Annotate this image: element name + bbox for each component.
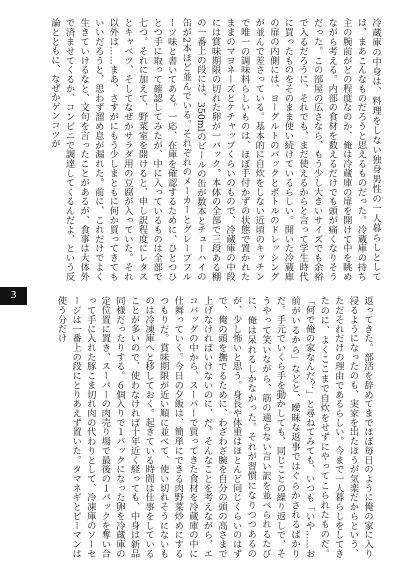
body-text-upper: 冷蔵庫の中身は、料理をしない独身男性の一人暮らしとしては、まあこんなものだろうと思えるものだった。冷蔵庫の持ち主の腕前がどの程度なのか、俺は冷蔵庫の扉を開けて中を眺めながら考える。内部の食材を数えるだけでも頭が痛くなりそうだった。この部屋の広さなら、もう少し大きいサイズでも余裕で入るだろうに、それでも、まだ使えるからと言って学生時代に買ったものをそのまま使い続けているらしい。開いた冷蔵庫の扉の内側には、ヨーグルトのパックとボトルのドレッシングが並んで差さっている。基本的に自炊をしない近頃のキッチンで唯一の調味料らしいものは、ほぼ手付かずの状態で置かれたままのマヨネーズとケチャップくらいのもので、冷蔵庫の中段には賞味期限の切れた卵が一パック。本体の全部で三段ある棚の一番上の段には、350mlのビールの缶が数本とチューハイの缶が2本ほど並んでいる。それぞれのメーカーとグレープフルーツ味と書いてある。一応、在庫を確認するために、ひとつひとつ手に取って確認してみたが、中に入っているものは全部で七つ。それに加えて、野菜室を開けると、申し訳程度にレタスとキャベツ、そしてなぜかサラダ用の豆腐が入っていた。それ以外は……まあ、さすがにもう少しまともに何か買ってきてもいいだろうと、思わず溜め息が漏れた。前に、これだけでよく生きていけるなと、文句を言ったことがあるが、食事は大体外で済ませてくるか、コンビニで調達してくるんだよ、という反論とともに、なぜかゲンコツが <box>48 18 381 281</box>
page-number-tab <box>0 287 27 305</box>
page-number: 3 <box>10 290 17 301</box>
body-text-lower: 返ってきた。部活を辞めてまでほぼ毎日のように俺の家に入り浸るようになったのも、実家を出たほうが気楽だからという、ただそれだけの理由であるらしい。今まで一人暮らしをしてきたのに、よくここまで自炊をせずにやってこられたものだ。「何で俺の家なんだ？」と尋ねてみても、いつも「いや……お前がいるから」などと、曖昧な返事ではぐらかされるばかりだ。手元でいくら手を動かしても、同じことの繰り返しで、そうやって笑いながら、筋の通らない言い訳を並べられるたびに、俺は呆れるしかなかった。それが習慣になりつつあるのが、少し怖いと思う。身長や体重はほとんど同じくらいのはずで、俺の頭を撫でるために、わざわざ腕を自分の頭の高さまで上げなければいけないのに、だ。そんなことを考えながら、エコバッグの中から、スーパーで買ってきた食材を冷蔵庫の中に仕舞っていく。今日の夕飯は、簡単にできる肉野菜炒めにするつもりだ。賞味期限が近い順に並べて、使い切れそうにないものは冷凍庫へと移しておく。起きている時間は仕事をしていることが多いので、使わなければ十年近く経っても、中身は新品同様だったりする。６個入りで１パックになった卵を冷蔵庫の定位置に置き、スーパーの肉売り場で最後の１パックを奪い合って手に入れた豚こま切れ肉の代わりとして、冷凍庫のソーセージは一番上の段にとりあえず置いた。タマネギとピーマンは使う分だけ <box>55 296 373 558</box>
